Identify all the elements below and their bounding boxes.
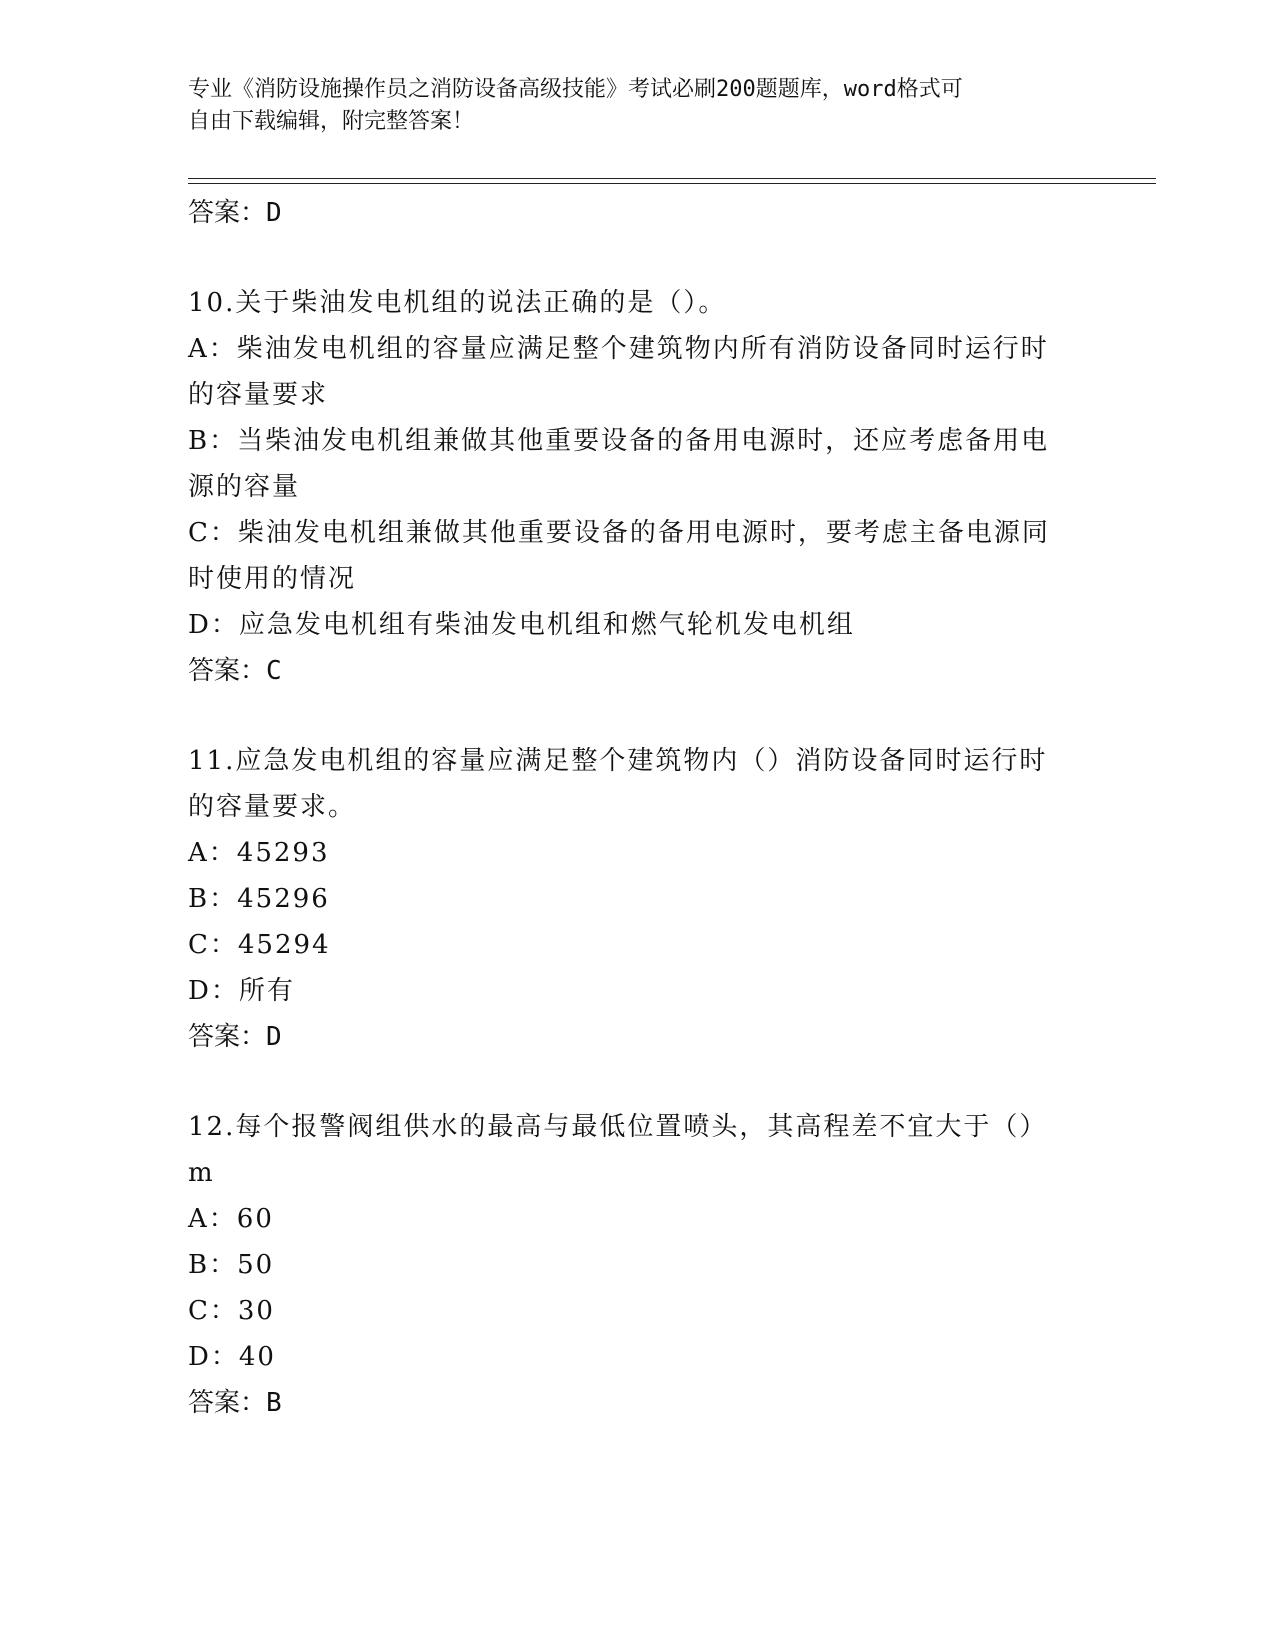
option-c xyxy=(188,1288,1088,1334)
previous-answer: 答案：D xyxy=(188,198,282,228)
question-stem xyxy=(188,280,1088,326)
option-line: B：45296 xyxy=(188,884,330,914)
option-b xyxy=(188,876,1088,922)
option-line: 时使用的情况 xyxy=(188,564,357,594)
question-10 xyxy=(188,280,1088,694)
header-line-1: 专业《消防设施操作员之消防设备高级技能》考试必刷200题题库，word格式可 xyxy=(188,77,963,102)
option-line: D：应急发电机组有柴油发电机组和燃气轮机发电机组 xyxy=(188,610,855,640)
stem-line: 的容量要求。 xyxy=(188,792,357,822)
answer-line: 答案：D xyxy=(188,1022,282,1052)
option-line: 源的容量 xyxy=(188,472,301,502)
page-header xyxy=(188,74,1068,138)
option-d xyxy=(188,968,1088,1014)
option-a xyxy=(188,1196,1088,1242)
option-line: C：柴油发电机组兼做其他重要设备的备用电源时，要考虑主备电源同 xyxy=(188,518,1050,548)
option-line: D：所有 xyxy=(188,976,295,1006)
question-stem xyxy=(188,738,1088,830)
stem-line: 12.每个报警阀组供水的最高与最低位置喷头，其高程差不宜大于（） xyxy=(188,1112,1048,1142)
question-11 xyxy=(188,738,1088,1060)
option-b xyxy=(188,418,1088,510)
question-stem xyxy=(188,1104,1088,1196)
answer-line: 答案：B xyxy=(188,1388,282,1418)
option-b xyxy=(188,1242,1088,1288)
option-line: C：30 xyxy=(188,1296,275,1326)
header-line-2: 自由下载编辑，附完整答案！ xyxy=(188,109,475,134)
answer-line: 答案：C xyxy=(188,656,282,686)
option-line: B：50 xyxy=(188,1250,275,1280)
option-line: C：45294 xyxy=(188,930,331,960)
option-d xyxy=(188,602,1088,648)
header-rule-bottom xyxy=(188,183,1156,184)
option-line: A：柴油发电机组的容量应满足整个建筑物内所有消防设备同时运行时 xyxy=(188,334,1049,364)
option-a xyxy=(188,326,1088,418)
option-a xyxy=(188,830,1088,876)
option-c xyxy=(188,510,1088,602)
question-12 xyxy=(188,1104,1088,1426)
option-line: 的容量要求 xyxy=(188,380,329,410)
option-line: A：60 xyxy=(188,1204,274,1234)
stem-line: 11.应急发电机组的容量应满足整个建筑物内（）消防设备同时运行时 xyxy=(188,746,1048,776)
stem-line: 10.关于柴油发电机组的说法正确的是（）。 xyxy=(188,288,727,318)
header-rule-top xyxy=(188,178,1156,179)
option-line: B：当柴油发电机组兼做其他重要设备的备用电源时，还应考虑备用电 xyxy=(188,426,1050,456)
option-d xyxy=(188,1334,1088,1380)
stem-line: m xyxy=(188,1158,215,1188)
option-line: A：45293 xyxy=(188,838,330,868)
option-c xyxy=(188,922,1088,968)
option-line: D：40 xyxy=(188,1342,276,1372)
document-body xyxy=(188,190,1088,1426)
